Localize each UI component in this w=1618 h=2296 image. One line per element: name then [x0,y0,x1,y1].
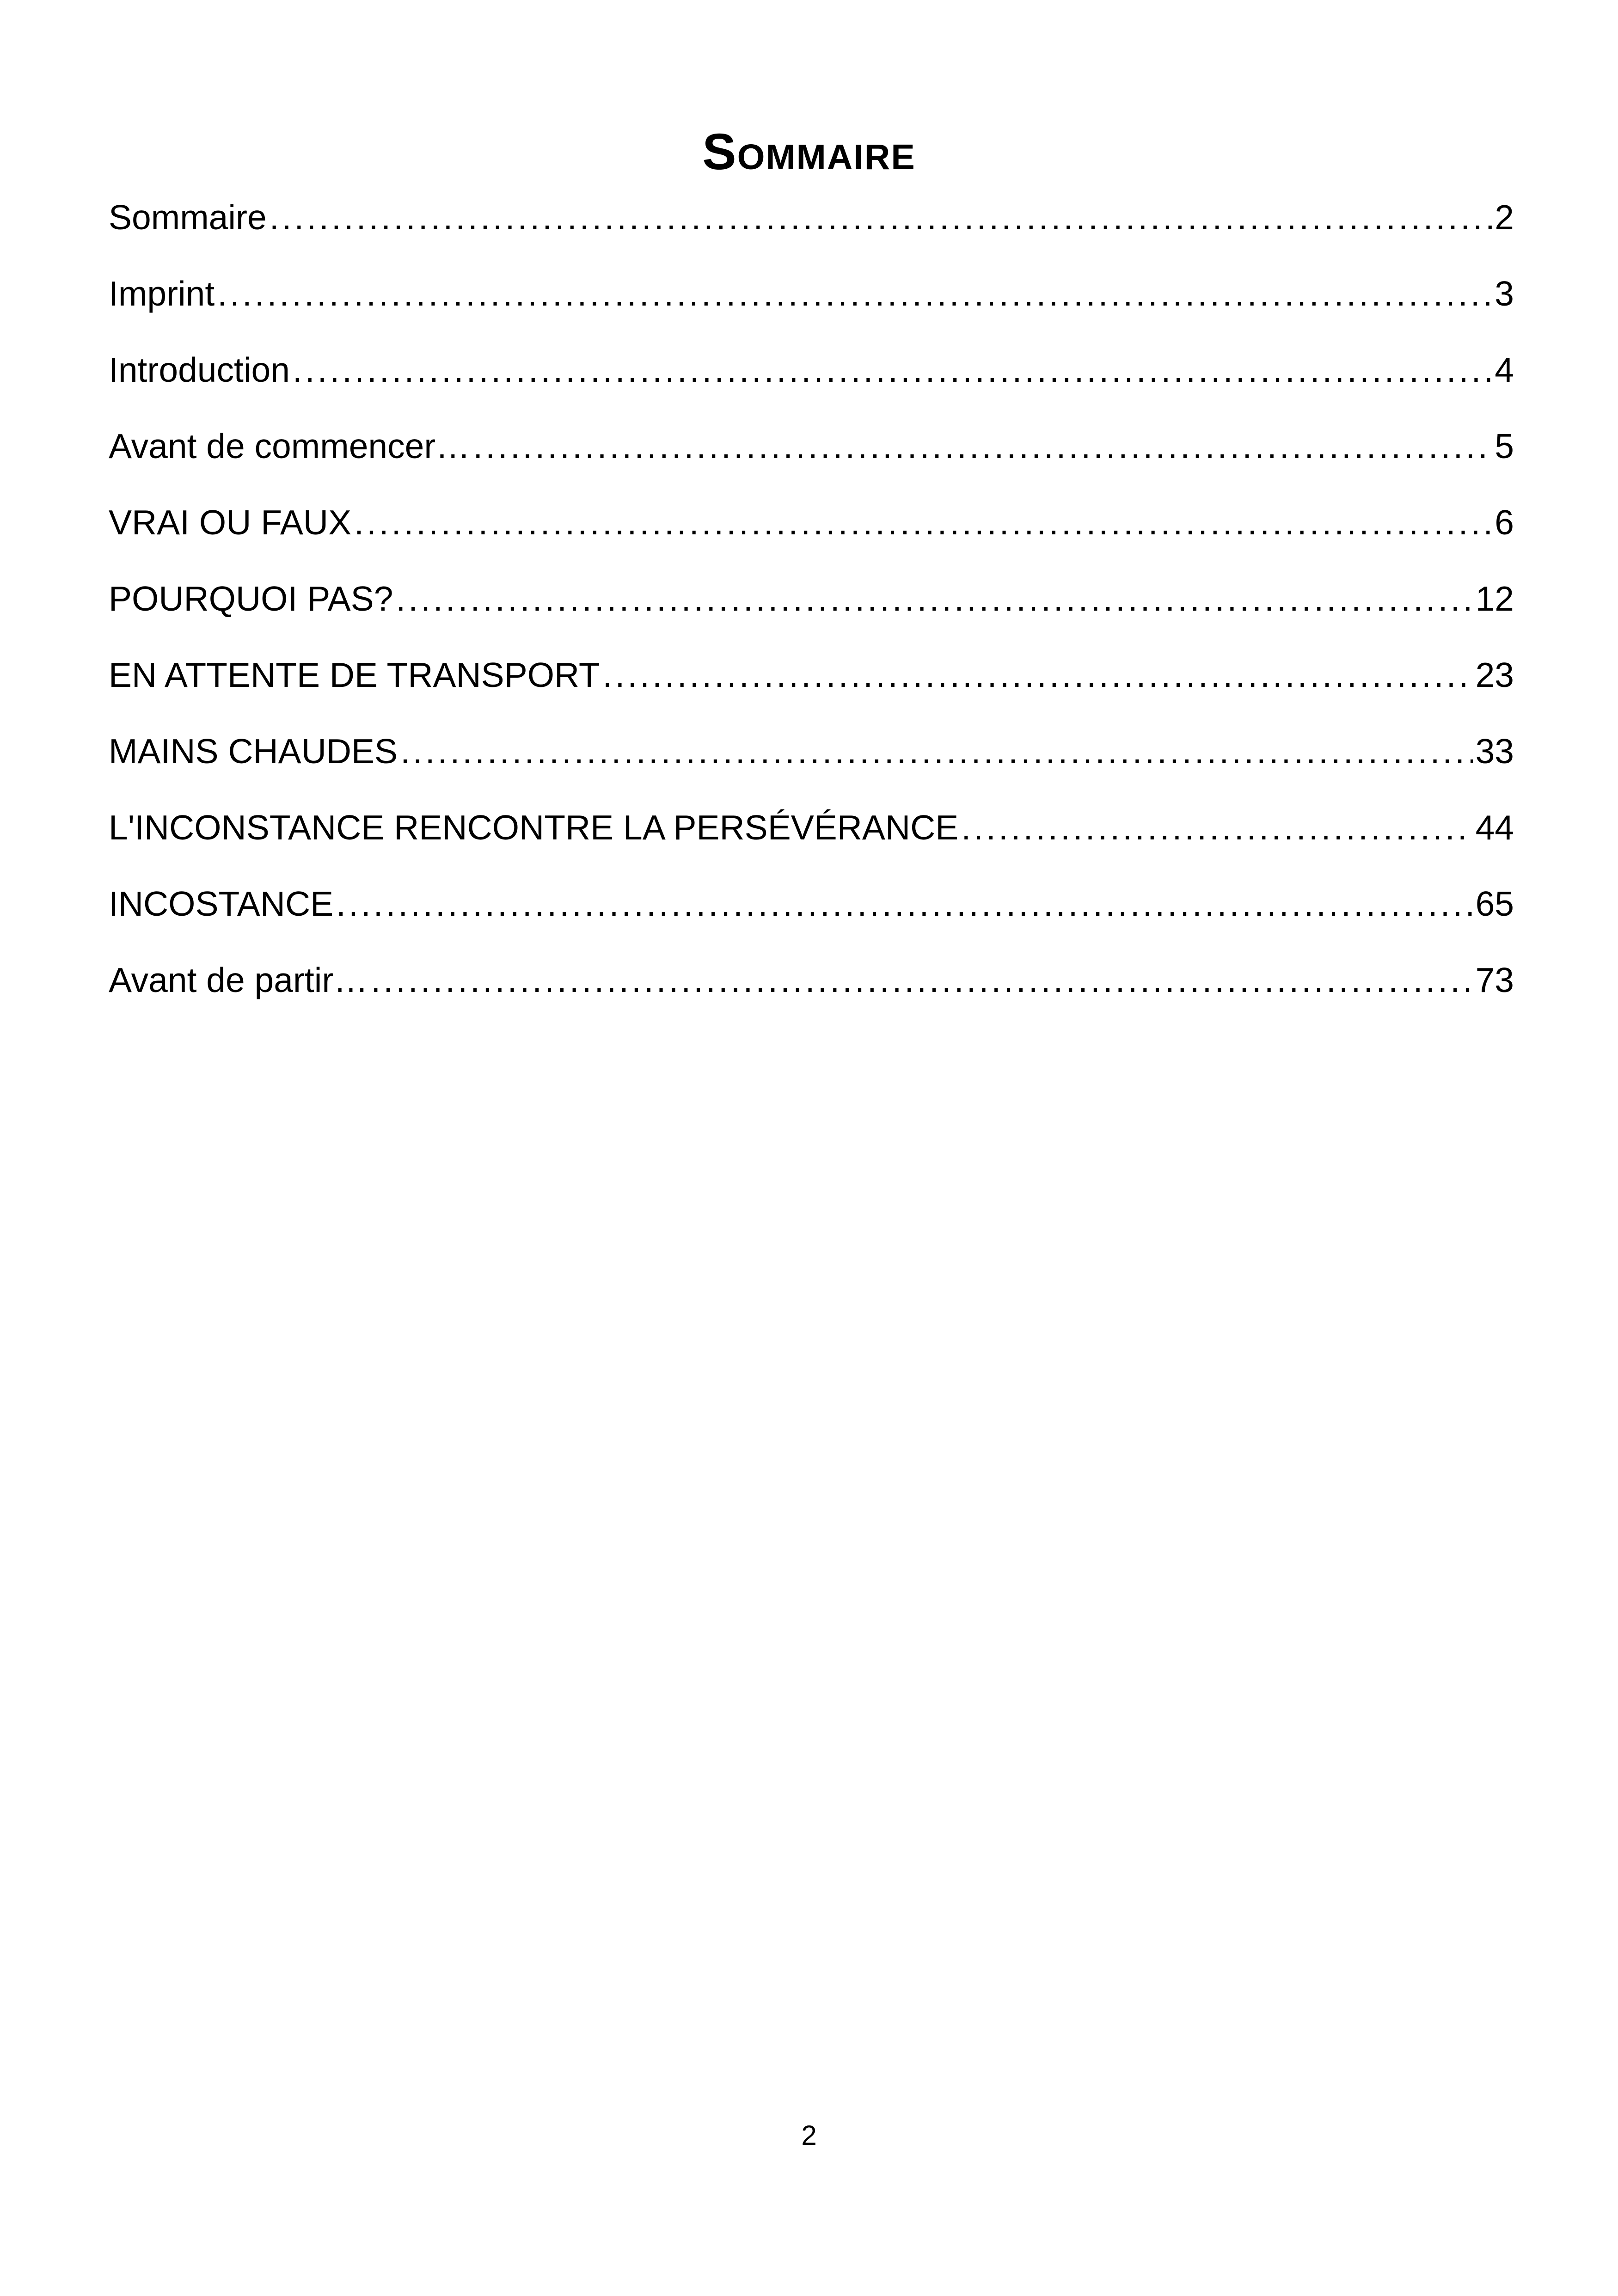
toc-entry-label: Introduction [109,350,290,389]
toc-entry-page: 73 [1475,961,1514,999]
toc-entry-label: MAINS CHAUDES [109,732,398,771]
toc-dot-leader [473,414,1492,478]
toc-entry-label: Avant de partir… [109,961,368,999]
toc-entry-label: VRAI OU FAUX [109,503,352,542]
toc-entry-page: 65 [1475,884,1514,923]
toc-entry-page: 3 [1495,274,1514,313]
toc-entry[interactable] [109,948,1514,1024]
toc-entry-label: Avant de commencer… [109,427,471,465]
toc-entry-page: 6 [1495,503,1514,542]
toc-dot-leader [293,337,1492,402]
toc-entry-page: 2 [1495,198,1514,237]
toc-entry-label: L'INCONSTANCE RENCONTRE LA PERSÉVÉRANCE [109,808,959,847]
toc-dot-leader [336,871,1472,936]
toc-entry[interactable] [109,337,1514,414]
toc-entry-page: 33 [1475,732,1514,771]
toc-dot-leader [400,719,1472,784]
toc-dot-leader [354,490,1492,555]
toc-dot-leader [603,643,1473,707]
toc-entry-page: 4 [1495,350,1514,389]
toc-entry[interactable] [109,871,1514,948]
toc-dot-leader [217,261,1492,326]
toc-entry[interactable] [109,185,1514,261]
toc-dot-leader [396,566,1472,631]
toc-entry[interactable] [109,795,1514,871]
toc-entry[interactable] [109,719,1514,795]
toc-dot-leader [371,948,1472,1012]
toc-entry-label: Imprint [109,274,215,313]
toc-entry-label: POURQUOI PAS? [109,579,393,618]
toc-entry[interactable] [109,490,1514,566]
toc-entry[interactable] [109,643,1514,719]
toc-entry[interactable] [109,566,1514,643]
toc-entry-page: 44 [1475,808,1514,847]
toc-entry-label: EN ATTENTE DE TRANSPORT [109,655,600,694]
toc-dot-leader [961,795,1472,860]
toc-entry-page: 12 [1475,579,1514,618]
toc-entry-page: 23 [1475,655,1514,694]
page-number: 2 [801,2120,817,2151]
page-title: Sommaire [702,123,916,180]
toc-entry-page: 5 [1495,427,1514,465]
toc-entry-label: Sommaire [109,198,267,237]
toc-entry[interactable] [109,261,1514,337]
toc-entry-label: INCOSTANCE [109,884,334,923]
toc-entry[interactable] [109,414,1514,490]
table-of-contents [109,185,1514,1024]
toc-dot-leader [270,185,1492,250]
